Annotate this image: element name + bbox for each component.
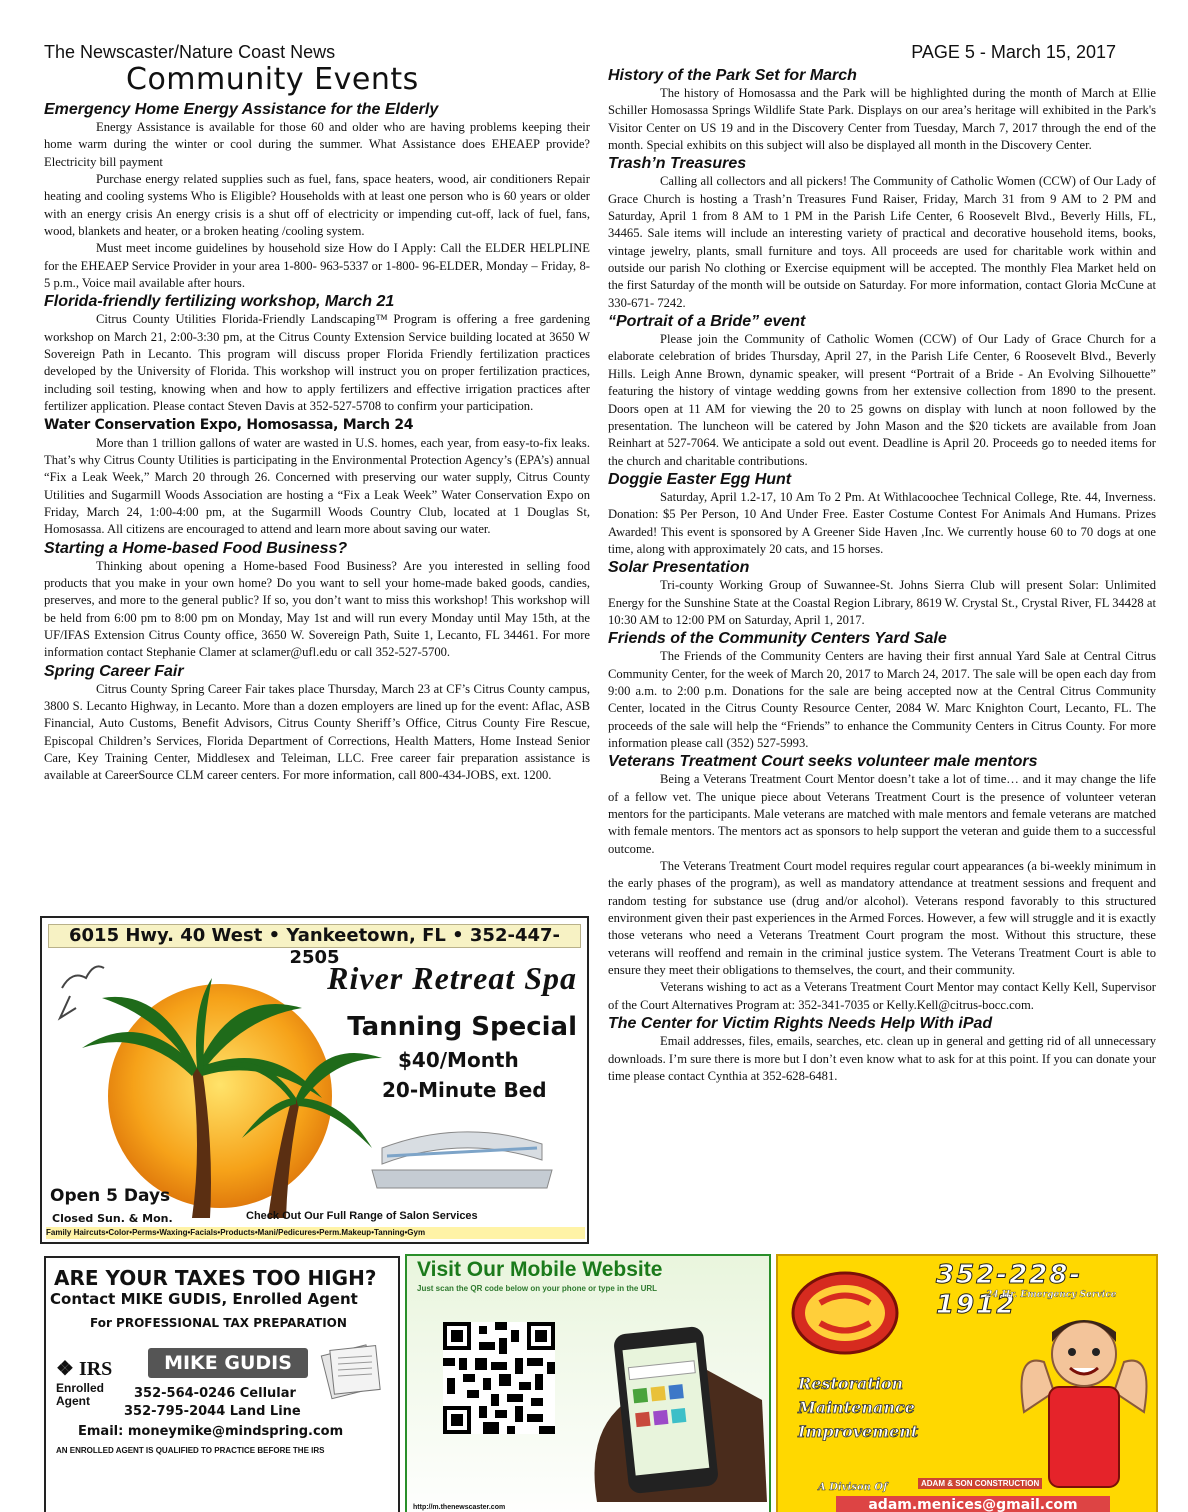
article-title: “Portrait of a Bride” event — [608, 313, 806, 331]
article-paragraph: Energy Assistance is available for those 60 and older who are having problems keeping their home warm during the winter or cool during the summer. What Assistance does EHEAEP provide? Electricity bill payment — [44, 120, 590, 169]
article-paragraph: Please join the Community of Catholic Women (CCW) of Our Lady of Grace Church for a elaborate celebration of brides Thursday, April 27, in the Parish Life Center, 6 Roosevelt Blvd., Beverly Hills. Leigh Anne Brown, dynamic speaker, will present “Portrait of a Bride - An Evolving Silhouette” featuring the history of vintage wedding gowns from her extensive collection from 1890 to the present. Doors open at 11 AM for viewing the 20 to 25 gowns on display with lunch at noon followed by the presentation. The luncheon will be catered by John Mason and the $20 tickets are available from Joan Reinhart at 527-7064. We anticipate a sold out event. Deadline is April 20. Proceeds go to needed items for the church and charitable contributions. — [608, 332, 1156, 468]
tax-service: For PROFESSIONAL TAX PREPARATION — [90, 1316, 347, 1330]
article-title: Doggie Easter Egg Hunt — [608, 470, 792, 488]
cell-phone[interactable]: 352-564-0246 Cellular — [134, 1386, 296, 1401]
service-maintenance: Maintenance — [798, 1398, 915, 1417]
ad-river-retreat-spa[interactable] — [40, 916, 589, 1244]
section-title: Community Events — [126, 62, 419, 97]
agent-name: MIKE GUDIS — [148, 1348, 308, 1378]
article-title: Solar Presentation — [608, 559, 750, 577]
article-paragraph: Calling all collectors and all pickers! The Community of Catholic Women (CCW) of Our Lady of Grace Church is hosting a Trash’n Treasures Fund Raiser, Friday, March 31 from 9 AM to 2 PM and Saturday, April 1 from 8 AM to 1 PM in the Parish Life Center, 6 Roosevelt Blvd., Beverly Hills, FL, 34465. Sale items will include an interesting variety of practical and decorative household items, books, vintage jewelry, plants, small furniture and toys. All proceeds are used for charitable work within and outside our parish No clothing or Exercise equipment will be accepted. The monthly Flea Market held on the first Saturday of the month will be outside on Saturday. For more information, contact Gloria McCune at 330-671- 7242. — [608, 174, 1156, 310]
seagull-icon — [60, 966, 104, 1018]
tanning-bed-duration: 20-Minute Bed — [382, 1078, 547, 1102]
article-paragraph: Tri-county Working Group of Suwannee-St. Johns Sierra Club will present Solar: Unlimited Energy for the Sunshine State at the Coastal Region Library, 8619 W. Crystal St., Crystal River, FL 34428 at 10:30 AM to 12:00 PM on Saturday, April 1, 2017. — [608, 578, 1156, 627]
article-paragraph: The Veterans Treatment Court model requires regular court appearances (a bi-weekly minimum in the early phases of the program), as well as mandatory attendance at treatment sessions and frequent and random testing for substance use (drug and/or alcohol). Veterans respond favorably to this structured environment given their past experiences in the Armed Forces. However, a few will struggle and it is exactly those veterans who need a Veterans Treatment Court program the most. Without this structure, these veterans will reoffend and remain in the criminal justice system. The Veterans Treatment Court is able to ensure they meet their obligations to themselves, the court, and their community. — [608, 859, 1156, 978]
article-trash-treasures — [608, 154, 1156, 312]
closed-days: Closed Sun. & Mon. — [52, 1212, 173, 1225]
article-yard-sale — [608, 629, 1156, 752]
smartphone-icon — [587, 1320, 767, 1502]
article-title: Florida-friendly fertilizing workshop, March 21 — [44, 293, 395, 311]
eagle-icon: ❖ — [56, 1358, 74, 1380]
article-victim-rights — [608, 1014, 1156, 1085]
ad-handy-andy[interactable] — [776, 1254, 1158, 1512]
article-title: Friends of the Community Centers Yard Sale — [608, 630, 947, 648]
article-paragraph: Saturday, April 1.2-17, 10 Am To 2 Pm. At Withlacoochee Technical College, Rte. 44, Inverness. Donation: $5 Per Person, 10 And Under Free. Easter Costume Contest For Animals And Humans. Prizes Awarded! This event is sponsored by A Greener Side Haven ,Inc. We currently house 60 to 70 dogs at one time, along with approximately 20 cats, and 15 horses. — [608, 489, 1156, 556]
article-paragraph: Must meet income guidelines by household size How do I Apply: Call the ELDER HELPLINE for the EHEAEP Service Provider in your area 1-800- 963-5337 or 1-800- 96-ELDER, Monday – Friday, 8-5 p.m., Voice mail available after hours. — [44, 241, 590, 291]
handy-andy-logo — [790, 1268, 900, 1358]
emergency-service: 24 Hr. Emergency Service — [986, 1290, 1117, 1300]
article-park-history — [608, 66, 1156, 154]
article-water-expo — [44, 416, 590, 539]
salon-services-note: Check Out Our Full Range of Salon Services — [246, 1210, 478, 1222]
article-title: The Center for Victim Rights Needs Help With iPad — [608, 1015, 993, 1033]
article-energy-assistance — [44, 100, 590, 292]
enrolled-agent-label: Enrolled Agent — [56, 1381, 105, 1408]
tanning-price: $40/Month — [398, 1048, 519, 1072]
article-paragraph: Being a Veterans Treatment Court Mentor doesn’t take a lot of time… and it may change the life of a fellow vet. The unique piece about Veterans Treatment Court is the presence of volunteer veteran mentors for the participants. Male veterans are matched with male mentors and female veterans are matched with female mentors. The mentors act as sponsors to help support the veteran and guide them to a successful outcome. — [608, 772, 1156, 856]
service-improvement: Improvement — [798, 1422, 919, 1441]
article-doggie-egg-hunt — [608, 470, 1156, 558]
ad-tax-preparation[interactable] — [44, 1256, 400, 1512]
article-paragraph: The Friends of the Community Centers are having their first annual Yard Sale at Central Citrus Community Center, for the week of March 20, 2017 to March 24, 2017. The sale will be open each day from 9:00 a.m. to 2:00 p.m. Donations for the sale are being accepted now at the Central Citrus Community Center, located in the Citrus County Resource Center, 2084 W. Marc Knighton Court, Lecanto, FL. The proceeds of the sale will help the “Friends” to enhance the Community Centers in Citrus County. For more information please call (352) 527-5993. — [608, 649, 1156, 750]
page-date: PAGE 5 - March 15, 2017 — [911, 42, 1116, 62]
mobile-headline: Visit Our Mobile Website — [417, 1258, 663, 1281]
tanning-bed-icon — [372, 1132, 552, 1188]
article-title: Spring Career Fair — [44, 662, 184, 680]
tax-disclaimer: AN ENROLLED AGENT IS QUALIFIED TO PRACTICE BEFORE THE IRS — [56, 1446, 325, 1455]
ad-mobile-website[interactable] — [405, 1254, 771, 1512]
tax-forms-icon — [318, 1340, 388, 1400]
construction-company: ADAM & SON CONSTRUCTION — [918, 1478, 1042, 1489]
article-paragraph: Thinking about opening a Home-based Food Business? Are you interested in selling food products that you make in your own home? Do you want to sell your home-made baked goods, candies, preserves, and more to the general public? If so, you don’t want to miss this workshop! This workshop will be held from 6:00 pm to 8:00 pm on Monday, May 1st and will run every Monday until May 15th, at the UF/IFAS Extension Citrus County office, 3650 W. Sovereign Path, Suite 1, Lecanto, FL 34461. For more information contact Stephanie Clamer at sclamer@ufl.edu or call 352-527-5700. — [44, 558, 590, 660]
article-paragraph: Email addresses, files, emails, searches, etc. clean up in general and getting rid of all unnecessary downloads. I’m sure there is more but I don’t even know what to ask for at this point. If you can donate your time please contact Cynthia at 352-628-6481. — [608, 1034, 1156, 1083]
tanning-special: Tanning Special — [347, 1012, 577, 1042]
mobile-url[interactable]: http://m.thenewscaster.com — [413, 1504, 506, 1511]
newspaper-name: The Newscaster/Nature Coast News — [44, 42, 336, 62]
service-restoration: Restoration — [798, 1374, 904, 1393]
article-title: Emergency Home Energy Assistance for the Elderly — [44, 101, 439, 118]
article-food-business — [44, 539, 590, 662]
tax-headline: ARE YOUR TAXES TOO HIGH? — [54, 1266, 377, 1290]
article-title: History of the Park Set for March — [608, 67, 857, 84]
division-label: A Divison Of — [818, 1482, 888, 1493]
article-portrait-bride — [608, 312, 1156, 470]
open-days: Open 5 Days — [50, 1186, 171, 1206]
spa-name: River Retreat Spa — [327, 960, 577, 996]
qr-code-icon[interactable] — [443, 1322, 555, 1434]
article-title: Trash’n Treasures — [608, 155, 747, 173]
article-paragraph: Purchase energy related supplies such as fuel, fans, space heaters, wood, air conditioners Repair heating and cooling systems Who is Eligible? Households with at least one person who is 60 years or older with an energy crisis An energy crisis is a shut off of electricity or impending cut-off, lack of fuel, fans, wood, blankets and heater, or a broken heating /cooling system. — [44, 172, 590, 239]
article-title: Starting a Home-based Food Business? — [44, 539, 348, 557]
article-paragraph: Citrus County Utilities Florida-Friendly Landscaping™ Program is offering a free gardening workshop on March 21, 2:00-3:30 pm, at the Citrus County Extension Service building located at 3650 W Sovereign Path in Lecanto. This program will discuss proper Florida Friendly fertilization practices developed by the University of Florida. This workshop will instruct you on proper fertilization practices, including soil testing, knowing when and how to apply fertilizers and effective irrigation practices after fertilizer application. Please contact Steven Davis at 352-527-5708 to confirm your participation. — [44, 312, 590, 414]
mascot-illustration — [1014, 1292, 1154, 1492]
irs-logo: ❖ IRS — [56, 1358, 113, 1380]
article-career-fair — [44, 662, 590, 785]
article-title: Veterans Treatment Court seeks volunteer male mentors — [608, 753, 1038, 771]
spa-address: 6015 Hwy. 40 West • Yankeetown, FL • 352-447-2505 — [48, 924, 581, 948]
article-paragraph: Citrus County Spring Career Fair takes place Thursday, March 23 at CF’s Citrus County campus, 3800 S. Lecanto Highway, in Lecanto. More than a dozen employers are lined up for the event: Aflac, ASB Financial, Auto Customs, Benefit Advisors, Citrus County Sheriff’s Office, Citrus County Fire Rescue, Episcopal Children’s Services, Florida Department of Corrections, Health Matters, Home Instead Senior Care, Key Training Center, Middlesex and Teleiman, LLC. Free career fair preparation assistance is available at CareerSource CLM career centers. For more information, call 800-434-JOBS, ext. 1200. — [44, 681, 590, 783]
handy-email[interactable]: adam.menices@gmail.com — [836, 1496, 1110, 1512]
handy-phone[interactable]: 352-228-1912 — [936, 1260, 1083, 1320]
article-veterans-court — [608, 752, 1156, 1014]
tax-contact: Contact MIKE GUDIS, Enrolled Agent — [50, 1290, 358, 1308]
article-title: Water Conservation Expo, Homosassa, March 24 — [44, 416, 414, 433]
right-column — [608, 66, 1156, 1085]
services-list: Family Haircuts•Color•Perms•Waxing•Facials•Products•Mani/Pedicures•Perm.Makeup•Tanning•Gym — [46, 1227, 585, 1239]
article-fertilizing-workshop — [44, 292, 590, 415]
article-paragraph: Veterans wishing to act as a Veterans Treatment Court Mentor may contact Kelly Kell, Supervisor of the Court Alternatives Program at: 352-341-7035 or Kelly.Kell@citrus-bocc.com. — [608, 980, 1156, 1012]
article-paragraph: The history of Homosassa and the Park will be highlighted during the month of March at Ellie Schiller Homosassa Springs Wildlife State Park. Displays on our area’s heritage will exhibited in the Park's Visitor Center on US 19 and in the Discovery Center from Tuesday, March 7, 2017 through the end of the month. Special exhibits on this subject will also be displayed all month in the Discovery Center. — [608, 86, 1156, 153]
land-line[interactable]: 352-795-2044 Land Line — [124, 1404, 301, 1419]
mobile-subhead: Just scan the QR code below on your phone or type in the URL — [417, 1284, 658, 1293]
tax-email[interactable]: Email: moneymike@mindspring.com — [78, 1424, 344, 1439]
article-solar-presentation — [608, 558, 1156, 629]
article-paragraph: More than 1 trillion gallons of water are wasted in U.S. homes, each year, from easy-to-fix leaks. That’s why Citrus County Utilities is participating in the Environmental Protection Agency’s (EPA’s) annual “Fix a Leak Week,” March 20 through 26. Concerned with preserving our water supply, Citrus County Utilities and Sugarmill Woods Association are hosting a “Fix a Leak Week” Water Conservation Expo on Friday, March 24, 1:00-4:00 pm, at the Sugarmill Woods Country Club, located at 1 Douglas St, Homosassa. All citizens are encouraged to attend and learn more about saving our water. — [44, 435, 590, 537]
left-column — [44, 100, 590, 785]
